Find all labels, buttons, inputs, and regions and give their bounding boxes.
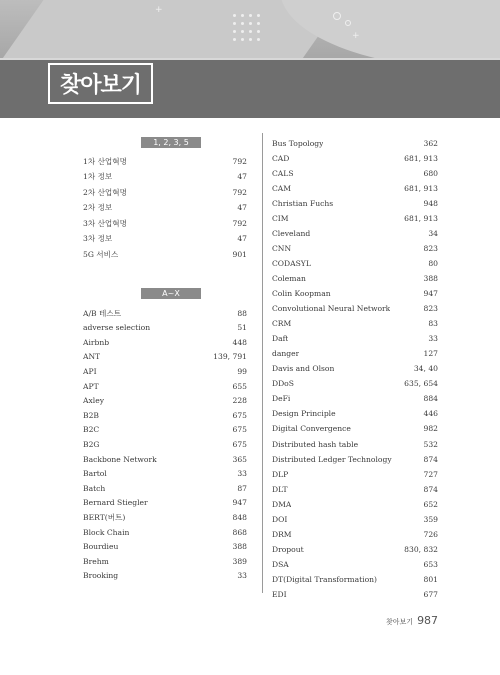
index-pages: 33 xyxy=(237,571,247,581)
index-pages: 681, 913 xyxy=(404,213,438,223)
index-term: Cleveland xyxy=(272,228,311,238)
index-term: Block Chain xyxy=(83,527,130,537)
index-entry xyxy=(272,271,438,285)
index-pages: 652 xyxy=(423,499,438,509)
index-entry xyxy=(272,422,438,436)
index-entry xyxy=(83,216,247,230)
index-pages: 47 xyxy=(237,172,247,181)
index-term: Distributed Ledger Technology xyxy=(272,454,392,464)
index-pages: 874 xyxy=(423,484,438,494)
index-pages: 388 xyxy=(423,273,438,283)
index-term: Davis and Olson xyxy=(272,364,335,374)
index-pages: 365 xyxy=(232,454,247,464)
index-pages: 792 xyxy=(232,187,247,197)
index-pages: 792 xyxy=(232,218,247,228)
index-term: Bartol xyxy=(83,469,107,479)
index-pages: 726 xyxy=(423,529,438,539)
index-term: 2차 정보 xyxy=(83,203,113,212)
index-term: A/B 테스트 xyxy=(83,308,122,318)
index-term: ANT xyxy=(83,352,101,362)
index-pages: 389 xyxy=(232,556,247,566)
index-entry xyxy=(272,166,438,180)
index-term: Coleman xyxy=(272,273,306,283)
index-term: Bourdieu xyxy=(83,542,119,552)
index-pages: 884 xyxy=(423,394,438,404)
column-divider xyxy=(262,133,263,593)
index-entry xyxy=(272,407,438,421)
index-entry xyxy=(272,497,438,511)
index-term: DOI xyxy=(272,514,288,524)
index-pages: 127 xyxy=(423,349,438,359)
index-pages: 653 xyxy=(423,559,438,569)
index-pages: 681, 913 xyxy=(404,153,438,163)
index-term: Christian Fuchs xyxy=(272,198,334,208)
index-pages: 532 xyxy=(423,439,438,449)
index-pages: 948 xyxy=(423,198,438,208)
index-entry xyxy=(272,467,438,481)
index-term: 2차 산업혁명 xyxy=(83,187,127,197)
index-pages: 88 xyxy=(237,308,247,318)
index-entry xyxy=(83,481,247,495)
dot-grid-decoration xyxy=(233,14,263,44)
index-entry xyxy=(272,392,438,406)
index-entry xyxy=(272,317,438,331)
index-term: 5G 서비스 xyxy=(83,249,119,259)
index-pages: 982 xyxy=(423,424,438,434)
index-entry xyxy=(83,154,247,168)
index-entry xyxy=(83,379,247,393)
index-term: CAD xyxy=(272,153,290,163)
index-pages: 33 xyxy=(237,469,247,479)
index-term: Airbnb xyxy=(83,337,110,347)
index-entry xyxy=(83,540,247,554)
index-pages: 655 xyxy=(232,381,247,391)
index-pages: 83 xyxy=(428,319,438,329)
page-title: 찾아보기 xyxy=(60,73,142,98)
index-entry xyxy=(272,377,438,391)
index-entry xyxy=(83,321,247,335)
index-entry xyxy=(272,588,438,602)
index-pages: 446 xyxy=(423,409,438,419)
index-term: danger xyxy=(272,349,300,359)
index-entry xyxy=(272,211,438,225)
index-entry xyxy=(83,408,247,422)
plus-decoration: + xyxy=(352,31,360,41)
index-pages: 87 xyxy=(237,483,247,493)
index-entry xyxy=(83,525,247,539)
ring-decoration xyxy=(333,12,341,20)
index-entry xyxy=(272,151,438,165)
index-entry xyxy=(272,181,438,195)
index-entry xyxy=(83,496,247,510)
index-entry xyxy=(272,437,438,451)
index-term: 1차 산업혁명 xyxy=(83,156,127,166)
index-entry xyxy=(272,287,438,301)
index-term: Dropout xyxy=(272,544,304,554)
index-pages: 51 xyxy=(237,323,247,333)
page-footer xyxy=(386,614,438,627)
index-term: B2C xyxy=(83,425,100,435)
index-entry xyxy=(83,510,247,524)
section-heading-alpha: A~X xyxy=(141,288,201,299)
index-pages: 823 xyxy=(423,304,438,314)
index-pages: 868 xyxy=(232,527,247,537)
index-pages: 947 xyxy=(423,289,438,298)
index-term: CALS xyxy=(272,168,294,178)
index-entry xyxy=(83,452,247,466)
index-entry xyxy=(83,423,247,437)
index-term: API xyxy=(83,366,97,376)
index-pages: 874 xyxy=(423,454,438,464)
index-term: APT xyxy=(83,381,99,391)
index-entry xyxy=(83,335,247,349)
page-title-box xyxy=(48,63,153,104)
index-pages: 99 xyxy=(237,366,247,376)
index-term: DT(Digital Transformation) xyxy=(272,574,377,584)
index-pages: 362 xyxy=(423,138,438,148)
index-term: Bus Topology xyxy=(272,138,324,148)
index-term: CODASYL xyxy=(272,258,311,268)
index-term: DMA xyxy=(272,499,292,509)
plus-decoration: + xyxy=(155,5,163,15)
index-term: EDI xyxy=(272,590,287,599)
index-entry xyxy=(272,542,438,556)
index-term: Brooking xyxy=(83,571,119,581)
index-pages: 677 xyxy=(423,590,438,599)
index-term: B2G xyxy=(83,439,100,449)
index-term: Bernard Stiegler xyxy=(83,498,148,508)
index-entry xyxy=(272,362,438,376)
index-entry xyxy=(83,467,247,481)
index-term: BERT(버트) xyxy=(83,512,126,522)
index-entry xyxy=(272,136,438,150)
index-entry xyxy=(272,196,438,210)
index-entry xyxy=(83,232,247,246)
footer-label: 찾아보기 xyxy=(386,618,414,626)
index-pages: 228 xyxy=(232,396,247,406)
index-pages: 947 xyxy=(232,498,247,508)
index-term: Colin Koopman xyxy=(272,289,331,298)
index-pages: 34, 40 xyxy=(413,364,438,374)
index-term: Axley xyxy=(83,396,104,406)
index-pages: 792 xyxy=(232,156,247,166)
index-term: Digital Convergence xyxy=(272,424,351,434)
index-pages: 901 xyxy=(232,249,247,259)
index-entry xyxy=(272,332,438,346)
header-banner xyxy=(0,0,500,118)
index-term: DeFi xyxy=(272,394,291,404)
index-term: 3차 산업혁명 xyxy=(83,218,127,228)
index-pages: 848 xyxy=(232,512,247,522)
index-entry xyxy=(272,347,438,361)
index-pages: 635, 654 xyxy=(404,379,438,389)
index-entry xyxy=(272,557,438,571)
index-pages: 675 xyxy=(232,410,247,420)
index-term: Daft xyxy=(272,334,289,344)
index-pages: 47 xyxy=(237,203,247,212)
index-pages: 675 xyxy=(232,439,247,449)
index-term: DLT xyxy=(272,484,288,494)
ring-decoration xyxy=(345,20,351,26)
index-entry xyxy=(83,569,247,583)
index-entry xyxy=(83,185,247,199)
index-pages: 139, 791 xyxy=(213,352,247,362)
page-number: 987 xyxy=(417,614,439,627)
index-entry xyxy=(83,170,247,184)
index-pages: 359 xyxy=(423,514,438,524)
index-pages: 830, 832 xyxy=(404,544,438,554)
index-pages: 388 xyxy=(232,542,247,552)
index-entry xyxy=(83,437,247,451)
index-term: DRM xyxy=(272,529,292,539)
index-entry xyxy=(272,256,438,270)
index-entry xyxy=(83,201,247,215)
index-entry xyxy=(83,554,247,568)
index-entry xyxy=(83,306,247,320)
index-pages: 34 xyxy=(428,228,438,238)
index-entry xyxy=(272,226,438,240)
section-heading-numbers: 1, 2, 3, 5 xyxy=(141,137,201,148)
index-term: CAM xyxy=(272,183,292,193)
index-pages: 80 xyxy=(428,258,438,268)
index-entry xyxy=(272,302,438,316)
index-pages: 47 xyxy=(237,234,247,243)
index-term: Convolutional Neural Network xyxy=(272,304,391,314)
index-term: Batch xyxy=(83,483,106,493)
index-entry xyxy=(272,527,438,541)
index-term: 1차 정보 xyxy=(83,172,113,181)
index-term: adverse selection xyxy=(83,323,151,333)
index-pages: 727 xyxy=(423,469,438,479)
index-pages: 823 xyxy=(423,243,438,253)
index-pages: 680 xyxy=(423,168,438,178)
index-term: DSA xyxy=(272,559,289,569)
index-pages: 681, 913 xyxy=(404,183,438,193)
index-term: CRM xyxy=(272,319,292,329)
index-term: CNN xyxy=(272,243,292,253)
index-term: Brehm xyxy=(83,556,109,566)
index-term: DLP xyxy=(272,469,289,479)
index-entry xyxy=(272,241,438,255)
index-pages: 448 xyxy=(232,337,247,347)
index-entry xyxy=(83,350,247,364)
index-term: Distributed hash table xyxy=(272,439,359,449)
index-entry xyxy=(83,364,247,378)
index-pages: 33 xyxy=(428,334,438,344)
index-term: Backbone Network xyxy=(83,454,157,464)
index-term: CIM xyxy=(272,213,289,223)
index-term: Design Principle xyxy=(272,409,336,419)
index-term: 3차 정보 xyxy=(83,234,113,243)
index-pages: 675 xyxy=(232,425,247,435)
index-term: B2B xyxy=(83,410,99,420)
index-entry xyxy=(272,512,438,526)
index-entry xyxy=(272,482,438,496)
index-term: DDoS xyxy=(272,379,294,389)
index-entry xyxy=(272,452,438,466)
index-entry xyxy=(272,572,438,586)
index-entry xyxy=(83,394,247,408)
index-pages: 801 xyxy=(423,574,438,584)
index-entry xyxy=(83,247,247,261)
